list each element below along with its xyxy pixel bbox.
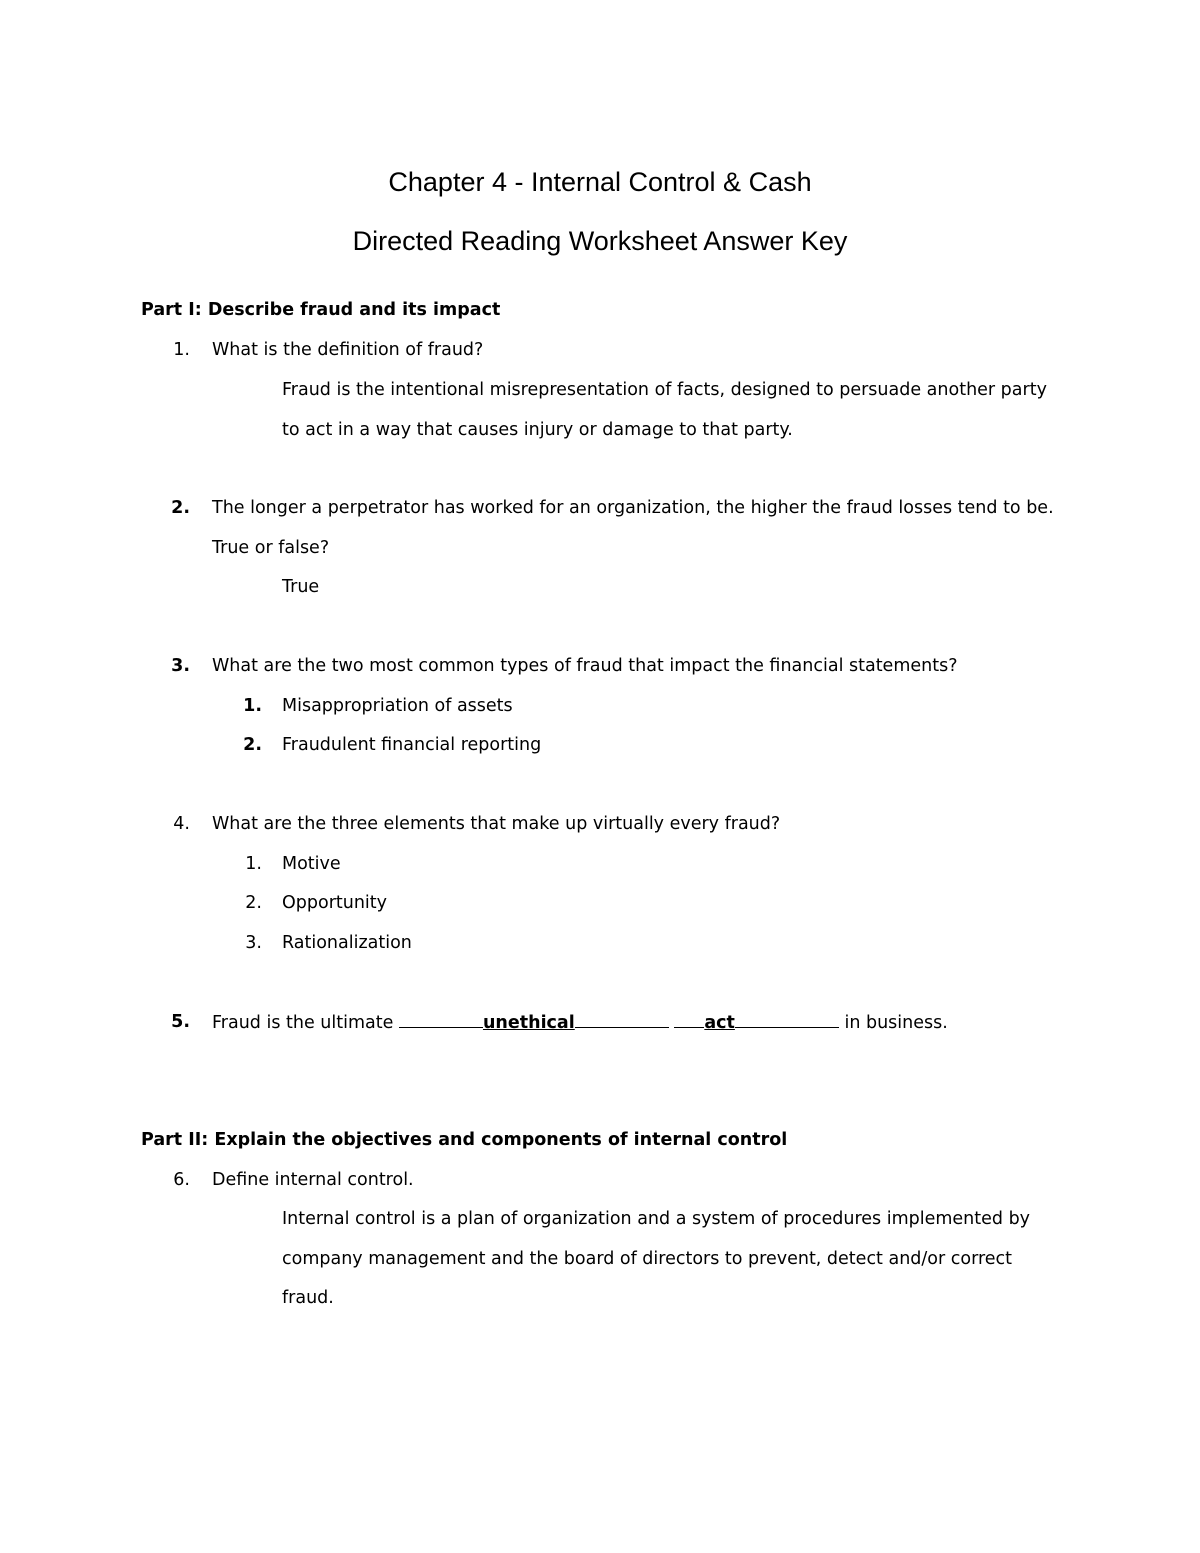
q2-question-line1: The longer a perpetrator has worked for an organization, the higher the fraud losses tend to be. — [212, 498, 1054, 518]
q3-item2-text: Fraudulent financial reporting — [282, 735, 542, 755]
q4-item1-text: Motive — [282, 854, 341, 874]
q4-item2-number: 2. — [245, 893, 262, 913]
q5-blank2-trail — [735, 1010, 839, 1028]
q3-number: 3. — [171, 656, 190, 676]
q5-answer-unethical: unethical — [482, 1013, 575, 1033]
q5-answer-act: act — [704, 1013, 735, 1033]
q1-question: What is the definition of fraud? — [212, 340, 484, 360]
q4-question: What are the three elements that make up virtually every fraud? — [212, 814, 781, 834]
q5-blank2-lead — [674, 1010, 704, 1028]
q3-item2-number: 2. — [243, 735, 262, 755]
q5-blank1-lead — [399, 1010, 483, 1028]
q4-number: 4. — [173, 814, 190, 834]
q2-question-line2: True or false? — [212, 538, 330, 558]
q6-answer-line1: Internal control is a plan of organization and a system of procedures implemented by — [282, 1209, 1031, 1229]
q6-answer-line3: fraud. — [282, 1288, 334, 1308]
q5-suffix: in business. — [844, 1013, 948, 1033]
q5-number: 5. — [171, 1012, 190, 1032]
q5-prefix: Fraud is the ultimate — [212, 1013, 394, 1033]
q6-number: 6. — [173, 1170, 190, 1190]
part2-heading: Part II: Explain the objectives and components of internal control — [141, 1130, 788, 1150]
q4-item3-text: Rationalization — [282, 933, 412, 953]
part1-heading: Part I: Describe fraud and its impact — [141, 300, 501, 320]
q2-number: 2. — [171, 498, 190, 518]
q6-question: Define internal control. — [212, 1170, 414, 1190]
q1-answer-line1: Fraud is the intentional misrepresentation of facts, designed to persuade another party — [282, 380, 1047, 400]
q6-answer-line2: company management and the board of directors to prevent, detect and/or correct — [282, 1249, 1013, 1269]
q3-item1-number: 1. — [243, 696, 262, 716]
q4-item3-number: 3. — [245, 933, 262, 953]
q2-answer: True — [282, 577, 320, 597]
document-subtitle: Directed Reading Worksheet Answer Key — [352, 226, 848, 256]
q4-item1-number: 1. — [245, 854, 262, 874]
q3-question: What are the two most common types of fraud that impact the financial statements? — [212, 656, 958, 676]
q5-blank1-trail — [575, 1010, 669, 1028]
q3-item1-text: Misappropriation of assets — [282, 696, 513, 716]
q1-number: 1. — [173, 340, 190, 360]
q1-answer-line2: to act in a way that causes injury or damage to that party. — [282, 420, 793, 440]
document-title: Chapter 4 - Internal Control & Cash — [388, 167, 812, 197]
q5-sentence — [212, 1010, 948, 1035]
q4-item2-text: Opportunity — [282, 893, 388, 913]
